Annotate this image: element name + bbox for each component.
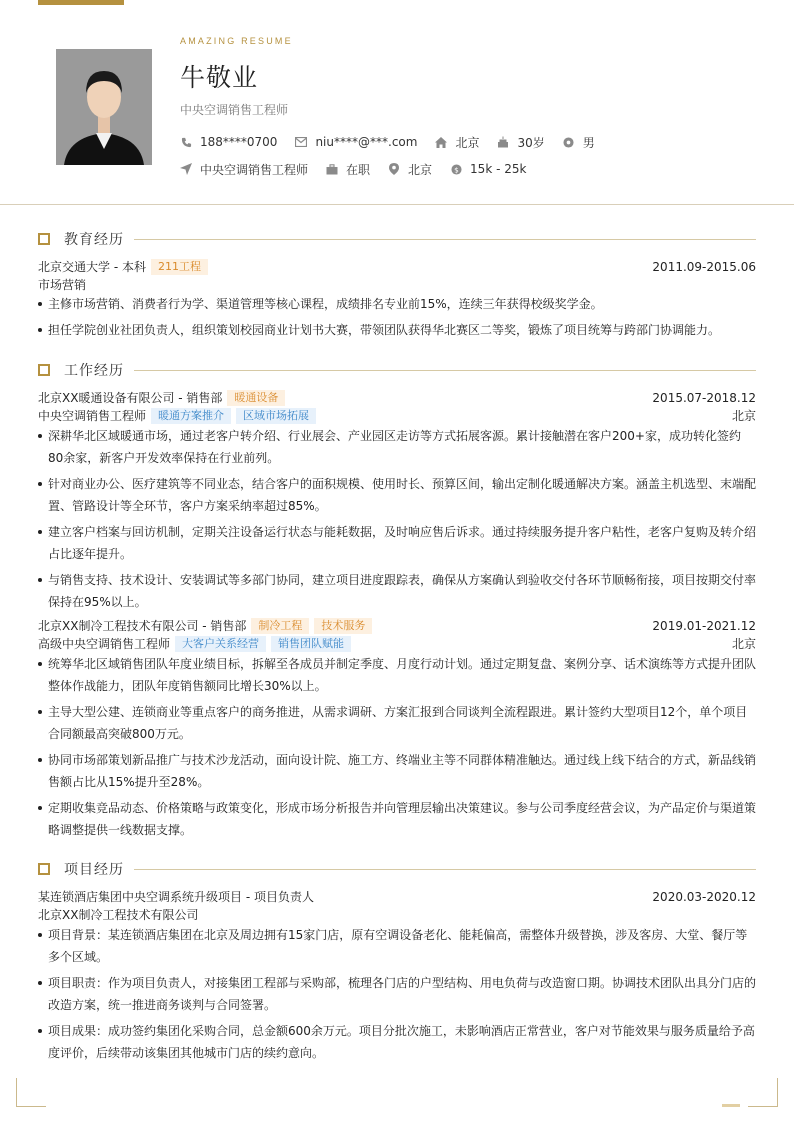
- gender-icon: [563, 136, 575, 148]
- work-section-header: [38, 362, 756, 378]
- job-role: 高级中央空调销售工程师: [38, 637, 171, 651]
- intent-position-item: [180, 161, 308, 178]
- job-bullet: 定期收集竞品动态、价格策略与政策变化，形成市场分析报告并向管理层输出决策建议。参与公司季度经营会议，为产品定价与渠道策略调整提供一线数据支撑。: [38, 797, 756, 841]
- job-intent-row: [180, 161, 544, 177]
- company-tag: 暖通设备: [227, 390, 285, 406]
- education-heading: 教育经历: [64, 232, 124, 248]
- role-tag: 销售团队赋能: [271, 636, 351, 652]
- major-name: 市场营销: [38, 278, 87, 292]
- job-bullet: 统筹华北区域销售团队年度业绩目标，拆解至各成员并制定季度、月度行动计划。通过定期复盘、案例分享、话术演练等方式提升团队整体作战能力，团队年度销售额同比增长30%以上。: [38, 653, 756, 697]
- school-name: 北京交通大学 - 本科: [38, 260, 146, 274]
- send-icon: [180, 163, 192, 175]
- status-item: [326, 161, 370, 178]
- section-divider: [134, 370, 756, 371]
- intent-city-item: [388, 161, 432, 178]
- city-text: 北京: [455, 135, 480, 150]
- education-bullet: 主修市场营销、消费者行为学、渠道管理等核心课程，成绩排名专业前15%，连续三年获得校级奖学金。: [38, 293, 756, 315]
- project-bullet: 项目背景：某连锁酒店集团在北京及周边拥有15家门店，原有空调设备老化、能耗偏高，需整体升级替换，涉及客房、大堂、餐厅等多个区域。: [38, 924, 756, 968]
- project-bullet: 项目成果：成功签约集团化采购合同，总金额600余万元。项目分批次施工，未影响酒店正常营业，客户对节能效果与服务质量给予高度评价，后续带动该集团其他城市门店的续约意向。: [38, 1020, 756, 1064]
- education-period: 2011.09-2015.06: [652, 259, 756, 274]
- job-city: 北京: [731, 409, 756, 423]
- job-role-row: [38, 407, 756, 424]
- footer-accent-bar: [722, 1104, 740, 1107]
- education-major-row: [38, 276, 756, 293]
- intent-city-text: 北京: [408, 162, 433, 177]
- project-name-row: [38, 888, 756, 905]
- project-heading: 项目经历: [64, 862, 124, 878]
- job-period: 2019.01-2021.12: [652, 618, 756, 633]
- job-period: 2015.07-2018.12: [652, 390, 756, 405]
- age-text: 30岁: [517, 135, 545, 150]
- role-tag: 大客户关系经营: [175, 636, 266, 652]
- corner-decoration-left: [16, 1078, 46, 1107]
- salary-item: [450, 162, 526, 176]
- location-pin-icon: [388, 163, 400, 175]
- company-name: 北京XX制冷工程技术有限公司 - 销售部: [38, 619, 247, 633]
- resume-header: [0, 0, 794, 205]
- role-tag: 暖通方案推介: [151, 408, 231, 424]
- age-item: [497, 134, 544, 151]
- section-divider: [134, 869, 756, 870]
- svg-text:$: $: [453, 164, 459, 174]
- section-square-icon: [38, 863, 50, 875]
- section-square-icon: [38, 233, 50, 245]
- project-org-row: [38, 906, 756, 923]
- intent-position-text: 中央空调销售工程师: [200, 162, 309, 177]
- education-school-row: [38, 258, 756, 275]
- salary-icon: [450, 163, 462, 175]
- salary-text: 15k - 25k: [470, 162, 527, 176]
- job-bullet: 主导大型公建、连锁商业等重点客户的商务推进，从需求调研、方案汇报到合同谈判全流程跟进。累计签约大型项目12个，单个项目合同额最高突破800万元。: [38, 701, 756, 745]
- job-role: 中央空调销售工程师: [38, 409, 147, 423]
- company-tag: 制冷工程: [251, 618, 309, 634]
- phone-icon: [180, 136, 192, 148]
- project-section-header: [38, 861, 756, 877]
- company-tag: 技术服务: [314, 618, 372, 634]
- job-bullet: 针对商业办公、医疗建筑等不同业态，结合客户的面积规模、使用时长、预算区间，输出定制化暖通解决方案。涵盖主机选型、末端配置、管路设计等全环节，客户方案采纳率超过85%。: [38, 473, 756, 517]
- education-bullet: 担任学院创业社团负责人，组织策划校园商业计划书大赛，带领团队获得华北赛区二等奖，锻炼了项目统筹与跨部门协调能力。: [38, 319, 756, 341]
- contact-info-row: [180, 134, 613, 150]
- work-heading: 工作经历: [64, 363, 124, 379]
- job-bullet: 深耕华北区域暖通市场，通过老客户转介绍、行业展会、产业园区走访等方式拓展客源。累计接触潜在客户200+家，成功转化签约80余家，新客户开发效率保持在行业前列。: [38, 425, 756, 469]
- candidate-name: 牛敬业: [180, 63, 259, 92]
- job-city: 北京: [731, 637, 756, 651]
- gender-text: 男: [582, 135, 595, 150]
- section-divider: [134, 239, 756, 240]
- job-bullet: 建立客户档案与回访机制，定期关注设备运行状态与能耗数据，及时响应售后诉求。通过持续服务提升客户粘性，老客户复购及转介绍占比逐年提升。: [38, 521, 756, 565]
- email-item: [295, 135, 417, 149]
- school-tag: 211工程: [151, 259, 208, 275]
- job-bullet: 与销售支持、技术设计、安装调试等多部门协同，建立项目进度跟踪表，确保从方案确认到验收交付各环节顺畅衔接，项目按期交付率保持在95%以上。: [38, 569, 756, 613]
- project-bullet: 项目职责：作为项目负责人，对接集团工程部与采购部，梳理各门店的户型结构、用电负荷与改造窗口期。协调技术团队出具分门店的改造方案，统一推进商务谈判与合同签署。: [38, 972, 756, 1016]
- phone-item: [180, 135, 277, 149]
- mail-icon: [295, 136, 307, 148]
- gender-item: [563, 134, 595, 151]
- candidate-title: 中央空调销售工程师: [180, 103, 289, 117]
- job-company-row: [38, 389, 756, 406]
- phone-text: 188****0700: [200, 135, 278, 149]
- status-text: 在职: [346, 162, 371, 177]
- brand-tag: AMAZING RESUME: [180, 36, 293, 46]
- job-bullet: 协同市场部策划新品推广与技术沙龙活动，面向设计院、施工方、终端业主等不同群体精准触达。通过线上线下结合的方式，新品线销售额占比从15%提升至28%。: [38, 749, 756, 793]
- project-org: 北京XX制冷工程技术有限公司: [38, 908, 199, 922]
- job-company-row: [38, 617, 756, 634]
- role-tag: 区域市场拓展: [236, 408, 316, 424]
- education-section-header: [38, 231, 756, 247]
- email-text: niu****@***.com: [315, 135, 418, 149]
- cake-icon: [497, 136, 509, 148]
- project-name: 某连锁酒店集团中央空调系统升级项目 - 项目负责人: [38, 890, 314, 904]
- job-role-row: [38, 635, 756, 652]
- project-period: 2020.03-2020.12: [652, 889, 756, 904]
- briefcase-icon: [326, 163, 338, 175]
- section-square-icon: [38, 364, 50, 376]
- home-icon: [435, 136, 447, 148]
- corner-decoration-right: [748, 1078, 778, 1107]
- company-name: 北京XX暖通设备有限公司 - 销售部: [38, 391, 223, 405]
- city-item: [435, 134, 479, 151]
- profile-photo: [56, 49, 152, 165]
